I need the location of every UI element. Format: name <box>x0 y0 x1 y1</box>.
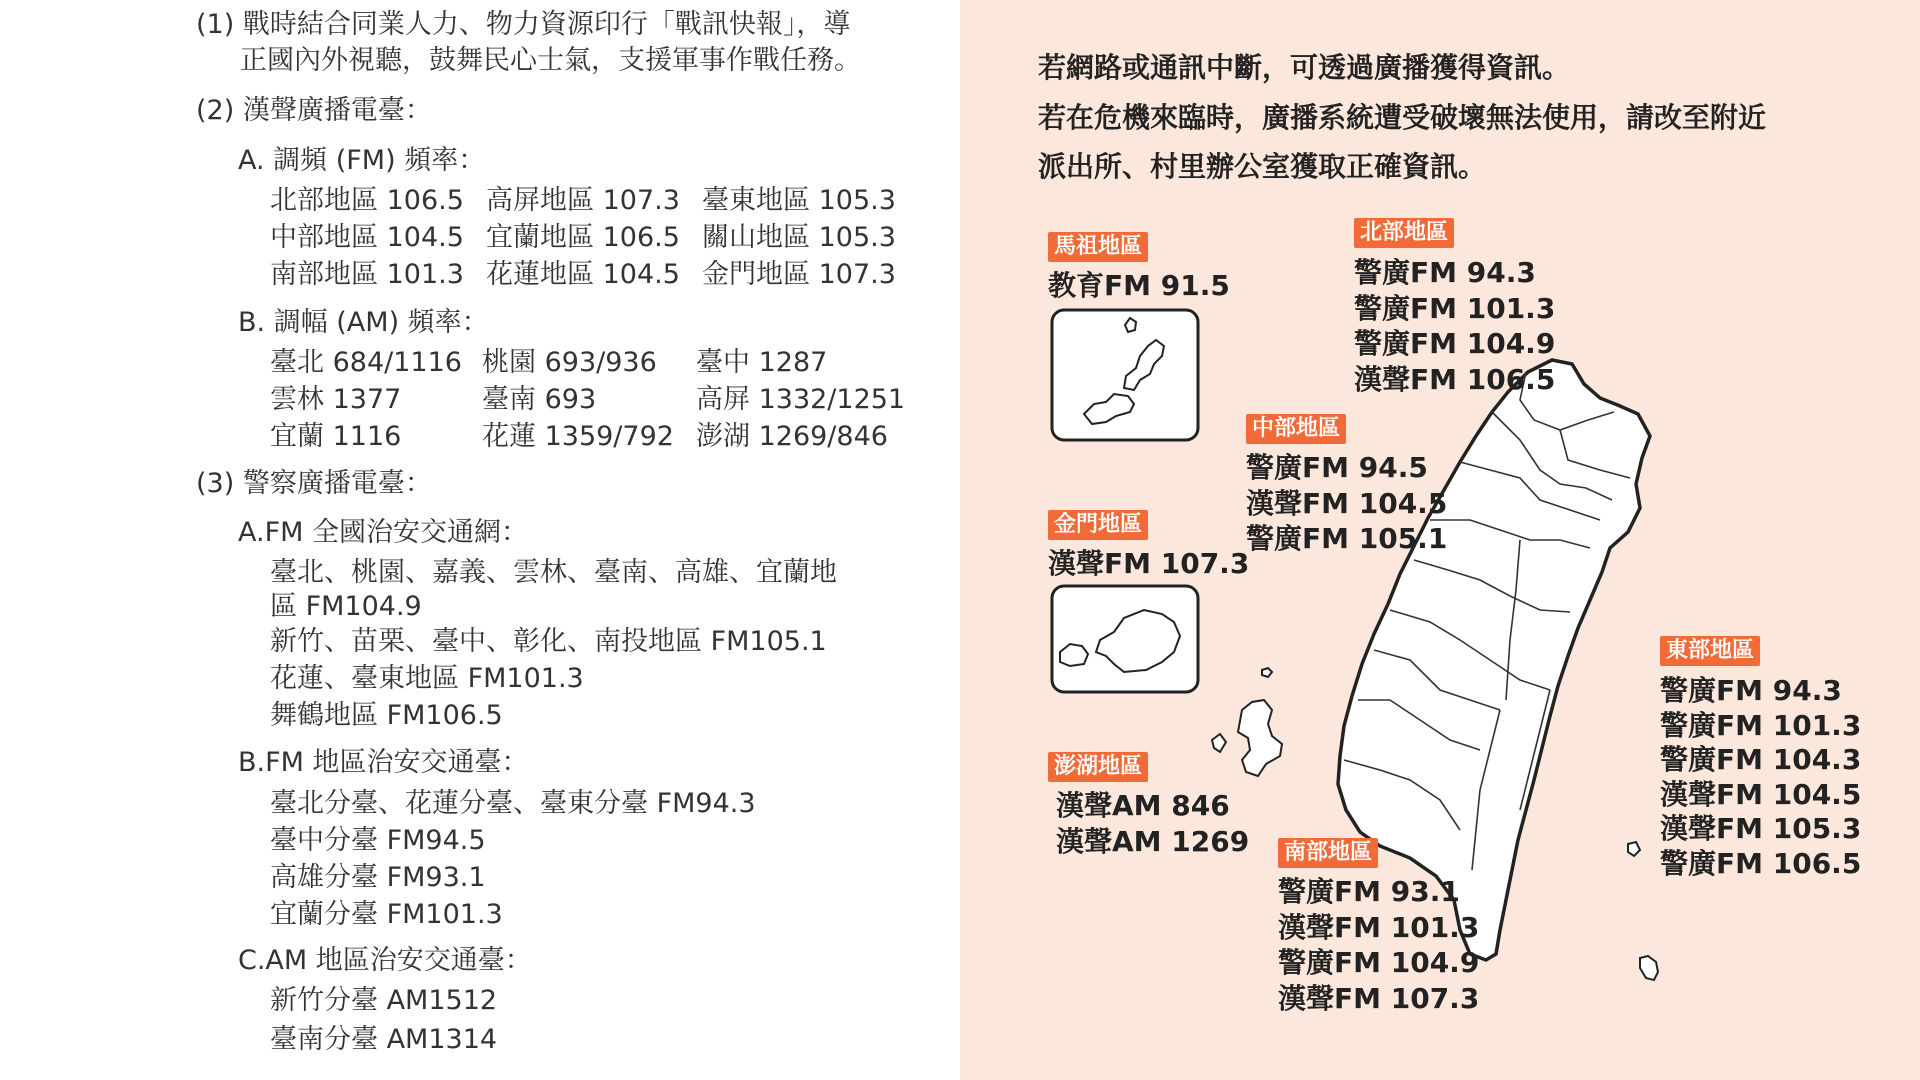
item2-title: (2) 漢聲廣播電臺： <box>196 95 432 126</box>
region-freqs-south <box>1278 874 1479 1016</box>
a-line: 臺北、桃園、嘉義、雲林、臺南、高雄、宜蘭地 <box>270 557 837 588</box>
item1-line2: 正國內外視聽，鼓舞民心士氣，支援軍事作戰任務。 <box>240 45 861 76</box>
region-tag-central: 中部地區 <box>1246 414 1346 444</box>
freq-item: 漢聲FM 104.5 <box>1246 486 1448 520</box>
penghu-island <box>1238 700 1282 776</box>
c-line: 新竹分臺 AM1512 <box>270 985 498 1016</box>
b-line: 宜蘭分臺 FM101.3 <box>270 899 503 930</box>
region-tag-penghu: 澎湖地區 <box>1048 752 1148 782</box>
notice-line: 若網路或通訊中斷，可透過廣播獲得資訊。 <box>1038 51 1571 84</box>
freq-item: 漢聲FM 106.5 <box>1354 362 1556 396</box>
fm-cell: 中部地區 104.5 <box>270 222 464 253</box>
am-cell: 臺北 684/1116 <box>270 347 462 378</box>
freq-item: 漢聲FM 107.3 <box>1278 981 1480 1015</box>
am-title: B. 調幅 (AM) 頻率： <box>238 307 489 338</box>
am-cell: 桃園 693/936 <box>482 347 657 378</box>
c-line: 臺南分臺 AM1314 <box>270 1024 498 1055</box>
freq-item: 警廣FM 105.1 <box>1246 522 1448 555</box>
fm-table <box>270 182 918 293</box>
region-tag-matsu: 馬祖地區 <box>1048 232 1148 262</box>
region-freqs-penghu <box>1056 788 1249 859</box>
fm-cell: 宜蘭地區 106.5 <box>486 222 680 253</box>
region-freqs-central <box>1246 450 1447 557</box>
freq-item: 漢聲FM 105.3 <box>1660 812 1862 845</box>
freq-item: 警廣FM 94.3 <box>1354 256 1536 289</box>
am-cell: 花蓮 1359/792 <box>482 421 674 452</box>
region-tag-east: 東部地區 <box>1660 636 1760 666</box>
freq-item: 漢聲AM 846 <box>1056 789 1230 822</box>
b-title: B.FM 地區治安交通臺： <box>238 747 529 778</box>
orchid-island <box>1640 956 1658 980</box>
notice-line: 派出所、村里辦公室獲取正確資訊。 <box>1038 150 1487 183</box>
b-line: 臺北分臺、花蓮分臺、臺東分臺 FM94.3 <box>270 788 756 819</box>
freq-item: 警廣FM 104.9 <box>1278 946 1480 979</box>
fm-cell: 關山地區 105.3 <box>702 222 896 253</box>
a-line: 新竹、苗栗、臺中、彰化、南投地區 FM105.1 <box>270 626 827 657</box>
freq-item: 漢聲FM 104.5 <box>1660 777 1862 811</box>
freq-item: 警廣FM 93.1 <box>1278 875 1460 908</box>
matsu-inset-box <box>1052 310 1198 440</box>
fm-cell: 高屏地區 107.3 <box>486 185 680 216</box>
region-freqs-matsu <box>1048 268 1230 304</box>
fm-title: A. 調頻 (FM) 頻率： <box>238 145 486 176</box>
freq-item: 警廣FM 94.3 <box>1660 674 1842 707</box>
a-line: 舞鶴地區 FM106.5 <box>270 700 503 731</box>
freq-item: 教育FM 91.5 <box>1048 269 1230 302</box>
region-tag-north: 北部地區 <box>1354 218 1454 248</box>
region-freqs-kinmen <box>1048 546 1249 582</box>
region-tag-kinmen: 金門地區 <box>1048 510 1148 540</box>
a-line: 花蓮、臺東地區 FM101.3 <box>270 663 584 694</box>
freq-item: 警廣FM 101.3 <box>1660 708 1862 742</box>
penghu-island <box>1212 734 1226 752</box>
freq-item: 漢聲FM 101.3 <box>1278 910 1480 944</box>
c-title: C.AM 地區治安交通臺： <box>238 945 532 976</box>
item1-line1: (1) 戰時結合同業人力、物力資源印行「戰訊快報」，導 <box>196 9 851 40</box>
am-cell: 澎湖 1269/846 <box>696 421 888 452</box>
fm-cell: 金門地區 107.3 <box>702 259 896 290</box>
right-panel <box>960 0 1920 1080</box>
am-cell: 臺中 1287 <box>696 347 828 378</box>
am-cell: 臺南 693 <box>482 384 597 415</box>
am-cell: 高屏 1332/1251 <box>696 384 906 415</box>
b-line: 高雄分臺 FM93.1 <box>270 862 486 893</box>
am-cell: 雲林 1377 <box>270 384 402 415</box>
fm-cell: 南部地區 101.3 <box>270 259 464 290</box>
am-cell: 宜蘭 1116 <box>270 421 402 452</box>
freq-item: 漢聲AM 1269 <box>1056 824 1250 858</box>
b-line: 臺中分臺 FM94.5 <box>270 825 486 856</box>
freq-item: 警廣FM 106.5 <box>1660 846 1862 880</box>
fm-cell: 花蓮地區 104.5 <box>486 259 680 290</box>
fm-cell: 臺東地區 105.3 <box>702 185 896 216</box>
freq-item: 漢聲FM 107.3 <box>1048 547 1250 580</box>
notice-line: 若在危機來臨時，廣播系統遭受破壞無法使用，請改至附近 <box>1038 101 1767 134</box>
freq-item: 警廣FM 94.5 <box>1246 451 1428 484</box>
region-tag-south: 南部地區 <box>1278 838 1378 868</box>
a-line: 區 FM104.9 <box>270 591 422 622</box>
fm-cell: 北部地區 106.5 <box>270 185 464 216</box>
penghu-island <box>1262 668 1272 677</box>
item3-title: (3) 警察廣播電臺： <box>196 468 432 499</box>
green-island <box>1628 842 1640 856</box>
freq-item: 警廣FM 101.3 <box>1354 291 1556 325</box>
freq-item: 警廣FM 104.3 <box>1660 743 1862 776</box>
am-table <box>270 344 912 455</box>
a-title: A.FM 全國治安交通網： <box>238 517 528 548</box>
region-freqs-east <box>1660 674 1861 881</box>
region-freqs-north <box>1354 255 1555 397</box>
freq-item: 警廣FM 104.9 <box>1354 327 1556 360</box>
